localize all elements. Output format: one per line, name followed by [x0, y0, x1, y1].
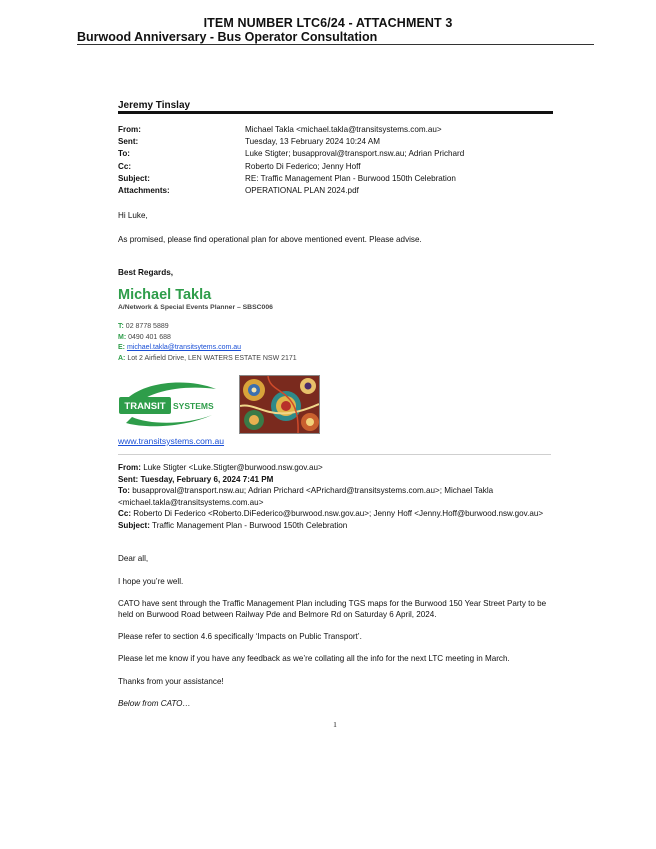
contact-phone	[118, 322, 297, 333]
contact-value: 0490 401 688	[128, 333, 171, 341]
contact-label: E:	[118, 344, 125, 351]
email-sender-display: Jeremy Tinslay	[118, 100, 191, 111]
contact-value: 02 8778 5889	[125, 323, 169, 330]
contact-address	[118, 354, 297, 365]
sender-underline	[118, 111, 553, 114]
field-label: Cc:	[118, 161, 132, 171]
item-number-heading: ITEM NUMBER LTC6/24 - ATTACHMENT 3	[203, 16, 453, 30]
fwd-paragraph-cato: CATO have sent through the Traffic Management Plan including TGS maps for the Burwood 150 Year Street Party to be held on Burwood Road between Railway Pde and Belmore Rd on Saturday 6 April, 2024.	[118, 599, 547, 619]
field-from	[118, 124, 464, 136]
logo-text-systems: SYSTEMS	[173, 401, 214, 411]
field-attachments	[118, 185, 464, 197]
field-label: Attachments:	[118, 186, 170, 196]
email-greeting: Hi Luke,	[118, 211, 148, 220]
field-value: Tuesday, 13 February 2024 10:24 AM	[245, 137, 380, 147]
fwd-greeting: Dear all,	[118, 554, 149, 563]
transit-systems-logo	[116, 377, 220, 429]
field-sent	[118, 136, 464, 148]
fwd-label: To:	[118, 486, 130, 496]
signature-regards: Best Regards,	[118, 268, 174, 277]
signature-contacts	[118, 322, 297, 364]
fwd-thanks: Thanks from your assistance!	[118, 677, 224, 686]
fwd-label: From:	[118, 463, 141, 472]
fwd-subject	[118, 520, 558, 532]
contact-label: M:	[118, 333, 127, 341]
field-label: Subject:	[118, 173, 150, 183]
contact-value: Lot 2 Airfield Drive, LEN WATERS ESTATE NSW 2171	[127, 354, 297, 362]
field-label: Sent:	[118, 137, 139, 147]
contact-mobile	[118, 333, 297, 344]
fwd-label: Subject:	[118, 520, 150, 530]
fwd-cc	[118, 508, 558, 520]
field-label: From:	[118, 125, 141, 134]
email-header-fields	[118, 124, 464, 197]
forward-divider	[118, 454, 551, 455]
field-label: To:	[118, 149, 130, 159]
fwd-value: Luke Stigter <Luke.Stigter@burwood.nsw.gov.au>	[143, 463, 323, 472]
logo-text-transit: TRANSIT	[124, 401, 166, 412]
contact-label: A:	[118, 354, 126, 362]
fwd-from	[118, 462, 558, 474]
aboriginal-artwork-image	[239, 375, 320, 434]
field-value: Michael Takla <michael.takla@transitsystems.com.au>	[245, 125, 442, 134]
signature-name: Michael Takla	[118, 287, 212, 303]
field-value: RE: Traffic Management Plan - Burwood 150th Celebration	[245, 173, 456, 183]
website-link[interactable]: www.transitsystems.com.au	[118, 436, 225, 446]
fwd-value: busapproval@transport.nsw.au; Adrian Prichard <APrichard@transitsystems.com.au>; Michael Takla <michael.takla@transitsystems.com.au>	[118, 486, 494, 507]
document-subtitle: Burwood Anniversary - Bus Operator Consultation	[77, 30, 378, 44]
page-number: 1	[333, 720, 337, 729]
fwd-line-hope: I hope you’re well.	[118, 577, 184, 586]
field-subject	[118, 173, 464, 185]
field-value: Luke Stigter; busapproval@transport.nsw.au; Adrian Prichard	[245, 149, 465, 159]
fwd-value: Roberto Di Federico <Roberto.DiFederico@burwood.nsw.gov.au>; Jenny Hoff <Jenny.Hoff@burwood.nsw.gov.au>	[133, 509, 544, 519]
attachment-link[interactable]: OPERATIONAL PLAN 2024.pdf	[245, 186, 359, 196]
forwarded-header	[118, 462, 558, 532]
field-to	[118, 148, 464, 160]
email-link[interactable]: michael.takla@transitsytems.com.au	[126, 344, 242, 351]
fwd-sent	[118, 474, 558, 486]
contact-email	[118, 343, 297, 354]
field-cc	[118, 161, 464, 173]
signature-title: A/Network & Special Events Planner – SBSC006	[118, 304, 273, 311]
fwd-value: Tuesday, February 6, 2024 7:41 PM	[140, 474, 274, 484]
email-body: As promised, please find operational plan for above mentioned event. Please advise.	[118, 235, 422, 244]
field-value: Roberto Di Federico; Jenny Hoff	[245, 161, 361, 171]
fwd-to	[118, 485, 558, 508]
fwd-value: Traffic Management Plan - Burwood 150th Celebration	[152, 520, 348, 530]
fwd-below-from: Below from CATO…	[118, 699, 191, 708]
contact-label: T:	[118, 323, 124, 330]
fwd-label: Sent:	[118, 474, 139, 484]
header-divider	[77, 44, 594, 45]
fwd-paragraph-refer: Please refer to section 4.6 specifically ‘Impacts on Public Transport’.	[118, 632, 362, 641]
fwd-paragraph-feedback: Please let me know if you have any feedback as we’re collating all the info for the next LTC meeting in March.	[118, 654, 510, 663]
fwd-label: Cc:	[118, 509, 132, 519]
